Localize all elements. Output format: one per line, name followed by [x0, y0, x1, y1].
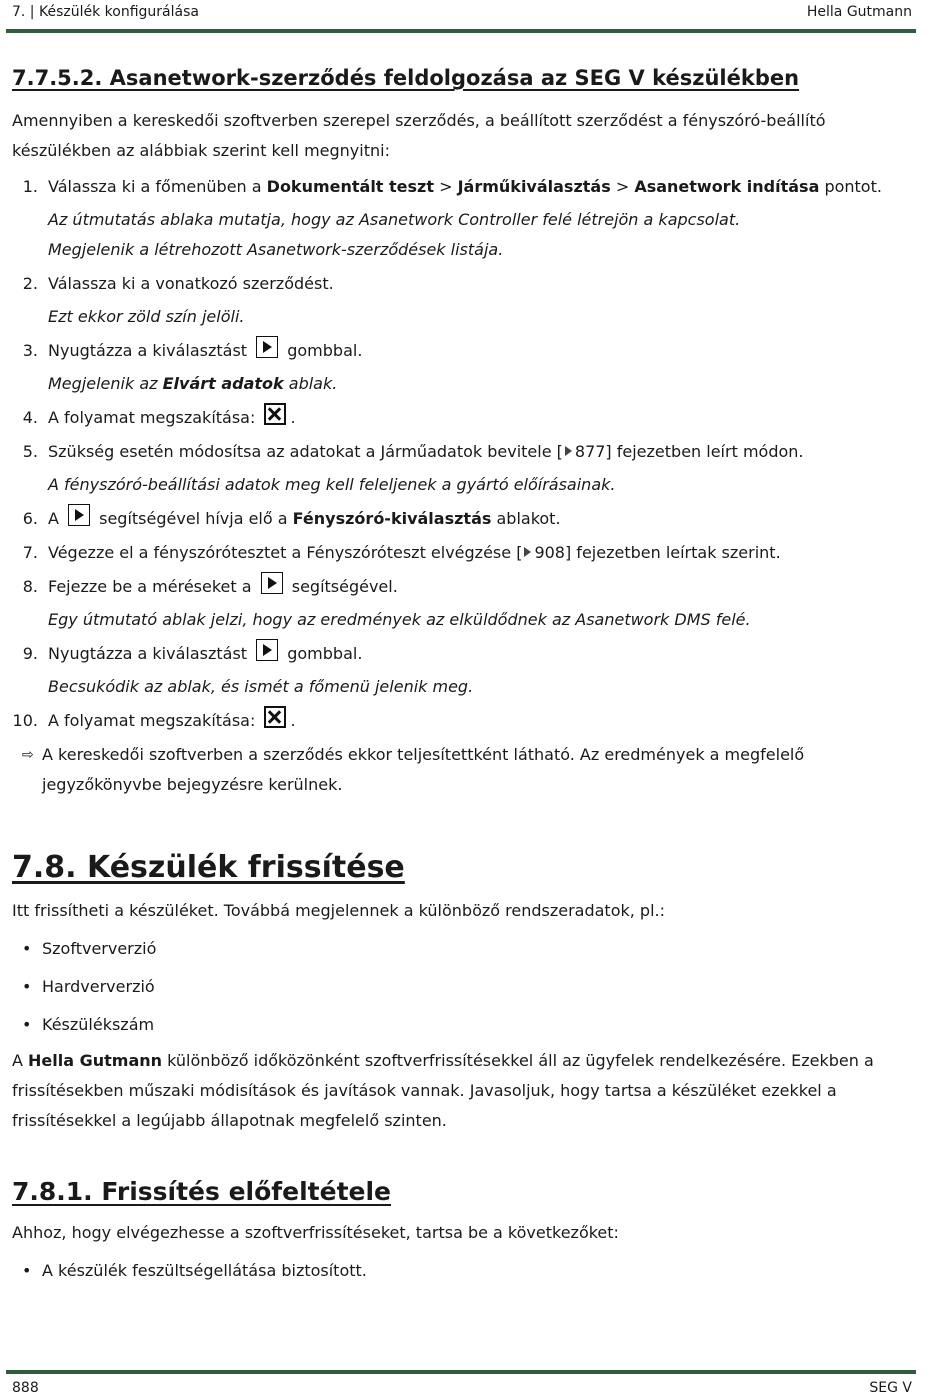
- play-icon: [68, 504, 90, 526]
- step-note: Megjelenik a létrehozott Asanetwork-szerződések listája.: [48, 240, 504, 259]
- step-note: [48, 369, 912, 399]
- step-text: gombbal.: [282, 644, 363, 663]
- step-number: 5.: [22, 442, 38, 461]
- page-number: 888: [12, 1380, 39, 1396]
- step-number: 10.: [12, 711, 38, 730]
- result-arrow-icon: ⇨: [22, 747, 34, 763]
- confirm-play-icon: [256, 639, 278, 661]
- crossref-headlight-test[interactable]: Fényszóróteszt elvégzése: [306, 543, 512, 562]
- step-text: ablakot.: [491, 509, 561, 528]
- headlight-selection-window: Fényszóró-kiválasztás: [292, 509, 492, 528]
- note-text: Megjelenik az: [48, 374, 163, 393]
- step-text: fejezetben leírt módon.: [611, 442, 804, 461]
- menu-separator: >: [610, 177, 635, 196]
- page-header: [12, 4, 912, 26]
- cancel-x-icon: [264, 706, 286, 728]
- brand-name: Hella Gutmann: [28, 1051, 163, 1070]
- crossref-page[interactable]: 908]: [534, 543, 572, 562]
- result-text: A kereskedői szoftverben a szerződés ekkor teljesítettként látható. Az eredmények a megfelelő jegyzőkönyvbe bejegyzésre kerülnek.: [42, 745, 805, 794]
- footer-rule: [6, 1370, 916, 1374]
- prerequisite-list: [12, 1256, 912, 1286]
- section-intro: Ahhoz, hogy elvégezhesse a szoftverfrissítéseket, tartsa be a következőket:: [12, 1223, 619, 1242]
- step-3: [12, 336, 912, 399]
- step-text: gombbal.: [282, 341, 363, 360]
- menu-separator: >: [434, 177, 458, 196]
- step-note: Becsukódik az ablak, és ismét a főmenü jelenik meg.: [48, 677, 474, 696]
- step-text: .: [290, 711, 296, 730]
- header-chapter: 7. | Készülék konfigurálása: [12, 4, 199, 20]
- step-10: [12, 706, 912, 736]
- menu-documented-test: Dokumentált teszt: [266, 177, 435, 196]
- step-text: .: [290, 408, 296, 427]
- para-text: különböző időközönként szoftverfrissítésekkel áll az ügyfelek rendelkezésére. Ezekben a frissítésekben műszaki módisítások és javítások vannak. Javasoljuk, hogy tartsa a készüléket ezekkel a frissítésekkel a legújabb állapotnak megfelelő szinten.: [12, 1051, 874, 1130]
- crossref-vehicle-data[interactable]: Járműadatok bevitele: [380, 442, 552, 461]
- note-text: ablak.: [283, 374, 338, 393]
- menu-vehicle-selection: Járműkiválasztás: [457, 177, 611, 196]
- list-item-text: A készülék feszültségellátása biztosított.: [42, 1261, 367, 1280]
- step-text: segítségével hívja elő a: [94, 509, 293, 528]
- product-name: SEG V: [869, 1380, 912, 1396]
- page-ref-arrow-icon: [524, 547, 531, 557]
- step-text: Válassza ki a főmenüben a: [48, 177, 267, 196]
- play-icon: [261, 572, 283, 594]
- step-2: [12, 269, 912, 332]
- result-line: [12, 740, 912, 800]
- step-number: 2.: [22, 274, 38, 293]
- menu-asanetwork-start: Asanetwork indítása: [634, 177, 820, 196]
- list-item-text: Készülékszám: [42, 1015, 155, 1034]
- steps-list: [12, 172, 912, 800]
- step-6: [12, 504, 912, 534]
- step-number: 8.: [22, 577, 38, 596]
- step-text: Fejezze be a méréseket a: [48, 577, 257, 596]
- step-text: Végezze el a fényszórótesztet a: [48, 543, 307, 562]
- header-rule: [6, 29, 916, 33]
- step-text: A folyamat megszakítása:: [48, 711, 261, 730]
- step-text: Szükség esetén módosítsa az adatokat a: [48, 442, 381, 461]
- list-item-text: Hardververzió: [42, 977, 155, 996]
- step-text: Nyugtázza a kiválasztást: [48, 341, 253, 360]
- step-number: 6.: [22, 509, 38, 528]
- step-note: Az útmutatás ablaka mutatja, hogy az Asanetwork Controller felé létrejön a kapcsolat.: [48, 210, 741, 229]
- step-text: fejezetben leírtak szerint.: [571, 543, 781, 562]
- step-note: A fényszóró-beállítási adatok meg kell feleljenek a gyártó előírásainak.: [48, 475, 616, 494]
- list-item: • Szoftververzió: [22, 939, 157, 958]
- list-item: • Készülékszám: [22, 1015, 155, 1034]
- step-4: [12, 403, 912, 433]
- section-intro: Amennyiben a kereskedői szoftverben szerepel szerződés, a beállított szerződést a fényszóró-beállító készülékben az alábbiak szerint kell megnyitni:: [12, 111, 826, 160]
- header-brand: Hella Gutmann: [806, 4, 912, 20]
- list-item-text: Szoftververzió: [42, 939, 157, 958]
- section-intro: Itt frissítheti a készüléket. Továbbá megjelennek a különböző rendszeradatok, pl.:: [12, 901, 665, 920]
- para-text: A: [12, 1051, 29, 1070]
- step-text: segítségével.: [286, 577, 398, 596]
- step-number: 7.: [22, 543, 38, 562]
- step-number: 9.: [22, 644, 38, 663]
- list-item: • Hardververzió: [22, 977, 155, 996]
- step-text: A: [48, 509, 65, 528]
- step-8: [12, 572, 912, 635]
- section-title-7-8: 7.8. Készülék frissítése: [12, 850, 405, 885]
- step-number: 1.: [22, 177, 38, 196]
- step-text: pontot.: [819, 177, 882, 196]
- step-note: Ezt ekkor zöld szín jelöli.: [48, 307, 245, 326]
- step-5: 5. Szükség esetén módosítsa az adatokat a Járműadatok bevitele [ 877] fejezetben leírt módon. A fényszóró-beállítási adatok meg kell feleljenek a gyártó előírásainak.: [12, 437, 912, 500]
- list-item: • A készülék feszültségellátása biztosított.: [22, 1261, 367, 1280]
- system-data-list: [12, 934, 912, 1040]
- step-note: Egy útmutató ablak jelzi, hogy az eredmények az elküldődnek az Asanetwork DMS felé.: [48, 610, 751, 629]
- page-ref-arrow-icon: [565, 446, 572, 456]
- page-content: [12, 56, 912, 1286]
- update-paragraph: [12, 1046, 912, 1136]
- step-number: 3.: [22, 341, 38, 360]
- step-text: A folyamat megszakítása:: [48, 408, 261, 427]
- step-9: [12, 639, 912, 702]
- expected-data-window: Elvárt adatok: [162, 374, 284, 393]
- step-number: 4.: [22, 408, 38, 427]
- step-text: Válassza ki a vonatkozó szerződést.: [48, 274, 334, 293]
- step-7: 7. Végezze el a fényszórótesztet a Fényszóróteszt elvégzése [ 908] fejezetben leírtak szerint.: [12, 538, 912, 568]
- crossref-page[interactable]: 877]: [574, 442, 612, 461]
- step-1: [12, 172, 912, 265]
- step-text: Nyugtázza a kiválasztást: [48, 644, 253, 663]
- section-title-7-8-1: 7.8.1. Frissítés előfeltétele: [12, 1177, 392, 1206]
- cancel-x-icon: [264, 403, 286, 425]
- section-title-7-7-5-2: 7.7.5.2. Asanetwork-szerződés feldolgozása az SEG V készülékben: [12, 66, 800, 90]
- confirm-play-icon: [256, 336, 278, 358]
